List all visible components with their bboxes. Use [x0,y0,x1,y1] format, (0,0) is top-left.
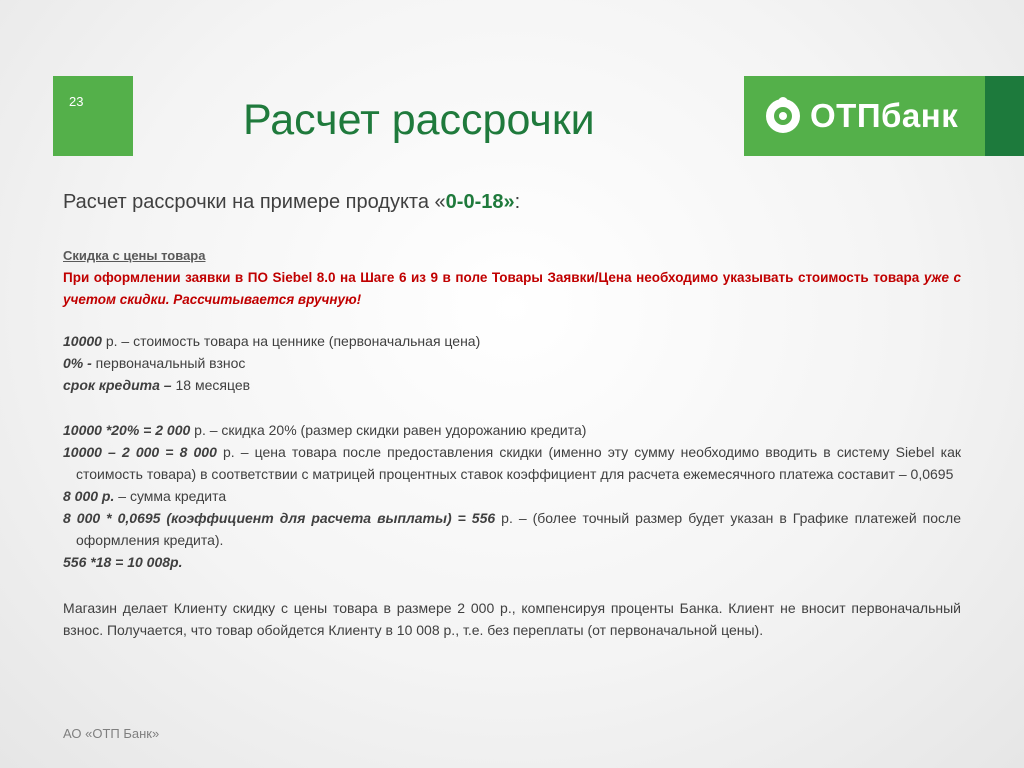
product-name: 0-0-18» [445,191,515,213]
conclusion-paragraph: Магазин делает Клиенту скидку с цены товара в размере 2 000 р., компенсируя проценты Банка. Клиент не вносит первоначальный взнос. Получается, что товар обойдется Клиенту в 10 008 р., т.е. без переплаты (от первоначальной цены). [63,600,961,638]
calc-line-5: 556 *18 = 10 008р. [63,554,183,570]
calc-line-3: 8 000 р. – сумма кредита [63,488,227,504]
slide-title: Расчет рассрочки [243,96,595,144]
slide-content [63,245,961,641]
otp-logo [744,76,985,156]
term-line: срок кредита – 18 месяцев [63,377,251,393]
siebel-note-emphasis: уже с учетом скидки. Рассчитывается вручную! [63,270,961,307]
slide-number: 23 [69,94,84,109]
footer-company: АО «ОТП Банк» [63,726,160,741]
logo-accent-strip [985,76,1024,156]
calc-line-2: 10000 – 2 000 = 8 000 р. – цена товара после предоставления скидки (именно эту сумму необходимо вводить в систему Siebel как стоимость товара) в соответствии с матрицей процентных ставок коэффициент для расчета ежемесячного платежа составит – 0,0695 [63,444,961,482]
subtitle-suffix: : [514,191,521,213]
otp-logo-icon [764,97,802,135]
calc-line-4: 8 000 * 0,0695 (коэффициент для расчета выплаты) = 556 р. – (более точный размер будет указан в Графике платежей после оформления кредита). [63,510,961,548]
discount-heading: Скидка с цены товара [63,248,206,263]
slide-number-box [53,76,133,156]
logo-text: ОТПбанк [810,97,959,134]
subtitle-prefix: Расчет рассрочки на примере продукта « [63,191,446,213]
siebel-note [63,267,961,311]
calc-line-1: 10000 *20% = 2 000 р. – скидка 20% (размер скидки равен удорожанию кредита) [63,422,587,438]
siebel-note-text: При оформлении заявки в ПО Siebel 8.0 на Шаге 6 из 9 в поле Товары Заявки/Цена необходимо указывать стоимость товара [63,270,924,285]
slide-subtitle [63,191,520,214]
down-payment-line: 0% - первоначальный взнос [63,355,246,371]
price-line: 10000 р. – стоимость товара на ценнике (первоначальная цена) [63,333,481,349]
